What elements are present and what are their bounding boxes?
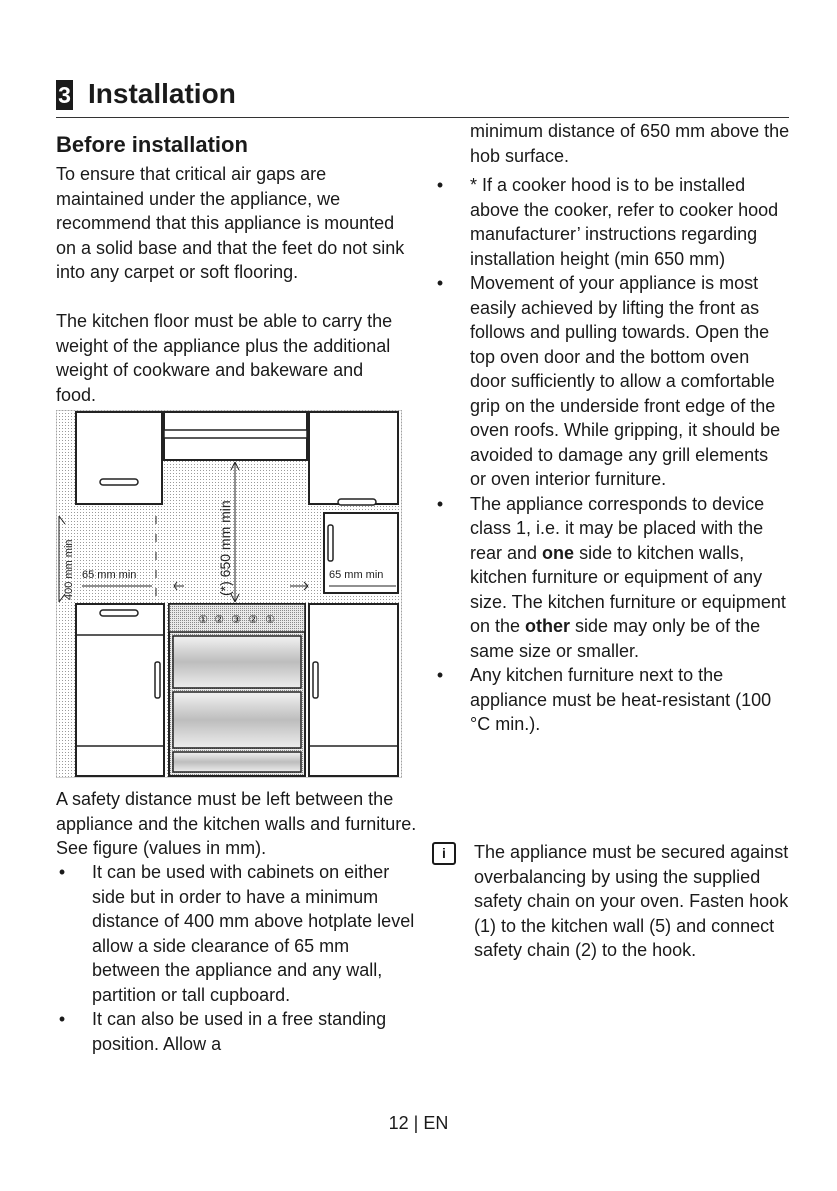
lower-right-cabinet [309, 604, 398, 776]
knob-3: ③ [231, 613, 241, 626]
upper-right-cabinet [309, 412, 398, 504]
section-title: Before installation [56, 132, 248, 157]
storage-drawer [173, 752, 301, 772]
label-400mm: 400 mm min [63, 539, 75, 600]
top-oven-door [173, 636, 301, 688]
knob-1: ① [198, 613, 208, 626]
label-65mm-left: 65 mm min [82, 569, 137, 581]
floor-paragraph: The kitchen floor must be able to carry the weight of the appliance plus the additional weight of cookware and bakeware and food. [56, 311, 393, 405]
list-item: • * If a cooker hood is to be installed above the cooker, refer to cooker hood manufacturer’ instructions regarding installation height (min 650 mm) [470, 173, 788, 271]
bullet-dot: • [58, 1009, 66, 1029]
intro-paragraph: To ensure that critical air gaps are maintained under the appliance, we recommend that this appliance is mounted on a solid base and that the feet do not sink into any carpet or soft flooring. [56, 164, 405, 282]
knob-5: ① [265, 613, 275, 626]
bullet-dot: • [436, 273, 444, 293]
clearance-diagram [56, 410, 402, 778]
bullet-dot: • [436, 175, 444, 195]
bullet-dot: • [58, 862, 66, 882]
info-paragraph: The appliance must be secured against overbalancing by using the supplied safety chain on your oven. Fasten hook (1) to the kitchen wall (5) and connect safety chain (2) to the hook. [474, 842, 789, 960]
bottom-oven-door [173, 692, 301, 748]
label-65mm-right: 65 mm min [329, 569, 384, 581]
list-item: • Any kitchen furniture next to the appliance must be heat-resistant (100 °C min.). [470, 663, 788, 737]
chapter-title: Installation [88, 78, 236, 109]
label-650mm: (*) 650 mm min [217, 500, 233, 596]
chapter-number-badge: 3 [56, 80, 73, 110]
upper-left-cabinet [76, 412, 162, 504]
list-item: • The appliance corresponds to device class 1, i.e. it may be placed with the rear and one side to kitchen walls, kitchen furniture or equipment of any size. The kitchen furniture or equipment on the other side may only be of the same size or smaller. [470, 492, 788, 664]
list-item: • Movement of your appliance is most easily achieved by lifting the front as follows and pulling towards. Open the top oven door and the bottom oven door sufficiently to allow a comfortable grip on the underside front edge of the oven roofs. While gripping, it should be avoided to damage any grill elements or oven interior furniture. [470, 271, 788, 492]
info-icon: i [432, 842, 456, 865]
page-footer: 12 | EN [388, 1113, 449, 1133]
list-item: • It can be used with cabinets on either side but in order to have a minimum distance of 400 mm above hotplate level allow a side clearance of 65 mm between the appliance and any wall, partition or tall cupboard. [92, 860, 417, 1007]
continuation-text: minimum distance of 650 mm above the hob surface. [470, 121, 790, 166]
bullet-dot: • [436, 493, 444, 514]
left-bullet-list [58, 860, 417, 1056]
tall-right-cabinet [324, 513, 398, 593]
bullet-dot: • [436, 665, 444, 685]
list-item: • It can also be used in a free standing position. Allow a [92, 1007, 417, 1056]
lower-left-cabinet [76, 604, 164, 776]
safety-distance-paragraph: A safety distance must be left between the appliance and the kitchen walls and furniture. See figure (values in mm). [56, 789, 417, 858]
right-bullet-list [436, 173, 788, 737]
header-rule [56, 117, 789, 118]
knob-4: ② [248, 613, 258, 626]
knob-2: ② [214, 613, 224, 626]
